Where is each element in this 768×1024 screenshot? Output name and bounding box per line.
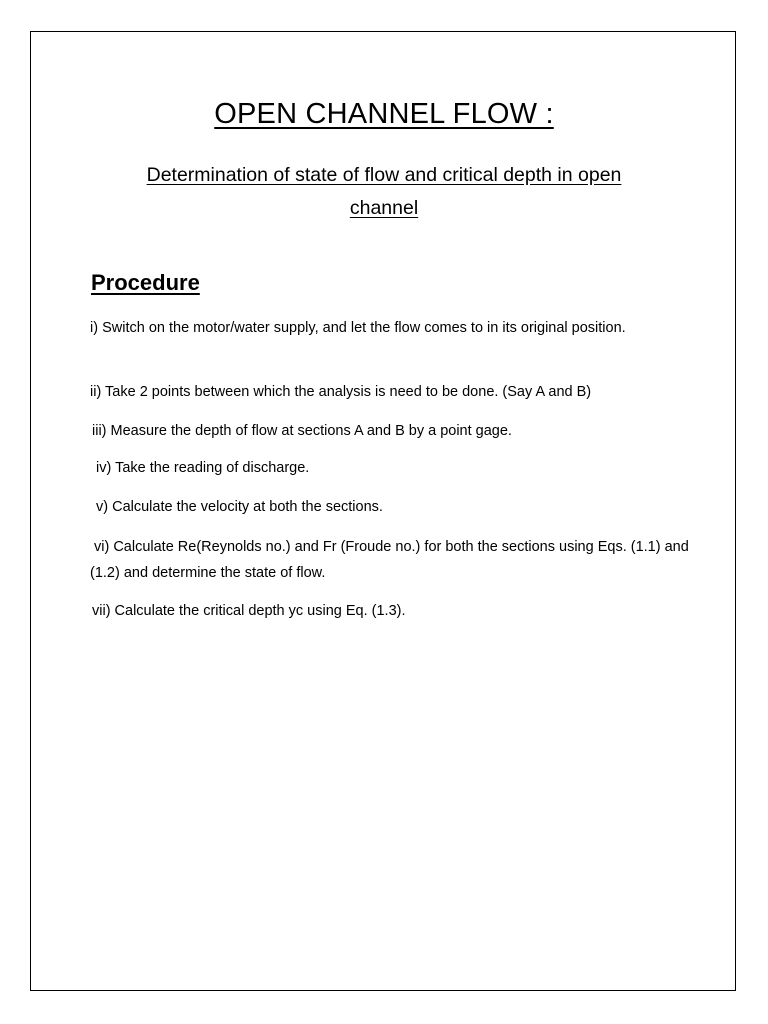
- procedure-step-7: vii) Calculate the critical depth yc using Eq. (1.3).: [92, 603, 406, 619]
- procedure-heading: Procedure: [91, 270, 200, 295]
- procedure-step-2: ii) Take 2 points between which the analysis is need to be done. (Say A and B): [90, 384, 592, 400]
- page-title: OPEN CHANNEL FLOW :: [214, 98, 554, 130]
- procedure-step-3: iii) Measure the depth of flow at sections A and B by a point gage.: [92, 423, 512, 439]
- procedure-step-5: v) Calculate the velocity at both the sections.: [96, 499, 383, 515]
- procedure-step-1: i) Switch on the motor/water supply, and let the flow comes to in its original position.: [90, 320, 626, 336]
- procedure-step-6: vi) Calculate Re(Reynolds no.) and Fr (Froude no.) for both the sections using Eqs. (1.1) and (1.2) and determine the state of flow.: [90, 539, 689, 581]
- procedure-step-4: iv) Take the reading of discharge.: [96, 460, 310, 476]
- page-subtitle: Determination of state of flow and critical depth in open channel: [146, 164, 622, 219]
